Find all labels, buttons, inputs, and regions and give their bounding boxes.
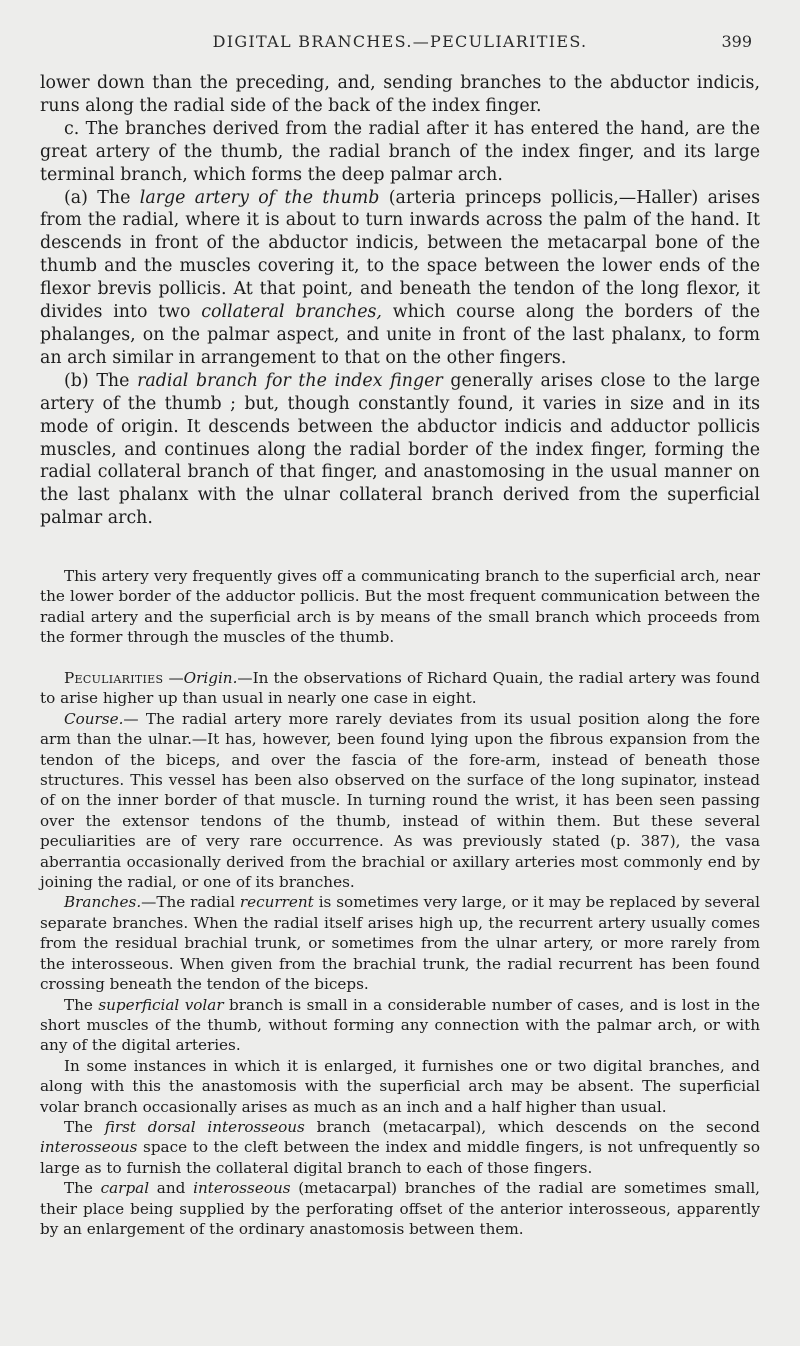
running-head — [40, 32, 760, 56]
section-heading: Peculiarities — [64, 669, 164, 687]
text-run: branch (metacarpal), which descends on the second — [304, 1117, 760, 1136]
text-run: is sometimes very large, or it may be replaced by several separate branches. When the radial itself arises high up, the recurrent artery usually comes from the residual brachial trunk, or sometimes from the ulnar artery, or more rarely from the interosseous. When given from the brachial trunk, the radial recurrent has been found crossing beneath the tendon of the biceps. — [40, 893, 760, 994]
paragraph-course — [40, 709, 760, 893]
paragraph-continued: lower down than the preceding, and, sending branches to the abductor indicis, runs along the radial side of the back of the index finger. — [40, 73, 760, 116]
term-large-artery-of-thumb: large artery of the thumb — [139, 187, 380, 208]
term-interosseous: interosseous — [40, 1138, 138, 1157]
paragraph-superficial-volar — [40, 995, 760, 1056]
text-run: (arteria princeps pollicis,—Haller) arises from the radial, where it is about to turn inwards across the palm of the hand. It descends in front of the abductor indicis, between the metacarpal bone of the thumb and the muscles covering it, to the space between the lower ends of the flexor brevis pollicis. At that point, and beneath the tendon of the long flexor, it divides into two — [40, 187, 760, 323]
paragraph-branches-from-radial: c. The branches derived from the radial after it has entered the hand, are the great artery of the thumb, the radial branch of the index finger, and its large terminal branch, which forms the deep palmar arch. — [40, 118, 760, 185]
term-recurrent: recurrent — [239, 893, 314, 912]
text-run: The — [64, 995, 99, 1014]
label-origin: Origin. — [183, 669, 238, 687]
paragraph-branches — [40, 892, 760, 994]
text-run: branch is small in a considerable number of cases, and is lost in the short muscles of the thumb, without forming any connection with the palmar arch, or with any of the digital arteries. — [40, 995, 760, 1055]
page-number: 399 — [721, 32, 752, 51]
small-note — [40, 566, 760, 647]
text-run: (b) The — [64, 370, 138, 391]
paragraph-radial-branch-index — [40, 370, 760, 530]
text-run: — The radial artery more rarely deviates from its usual position along the fore arm than the ulnar.—It has, however, been found lying upon the fibrous expansion from the tendon of the biceps, and over the fascia of the fore-arm, instead of beneath those structures. This vessel has been also observed on the surface of the long supinator, instead of on the inner border of that muscle. In turning round the wrist, it has been seen passing over the extensor tendons of the thumb, instead of within them. But these several peculiarities are of very rare occurrence. As was previously stated (p. 387), the vasa aberrantia occasionally derived from the brachial or axillary arteries most commonly end by joining the radial, or one of its branches. — [40, 709, 760, 892]
text-run: which course along the borders of the phalanges, on the palmar aspect, and unite in front of the last phalanx, to form an arch similar in arrangement to that on the other fingers. — [40, 302, 760, 368]
term-superficial-volar: superficial volar — [98, 995, 224, 1014]
text-run: —The radial — [141, 893, 240, 912]
text-run: The — [64, 1179, 101, 1198]
text-run: and — [149, 1179, 194, 1198]
running-title: DIGITAL BRANCHES.—PECULIARITIES. — [212, 32, 588, 51]
label-branches: Branches. — [64, 893, 142, 912]
term-collateral-branches: collateral branches, — [201, 302, 382, 323]
label-course: Course. — [64, 709, 124, 728]
term-radial-branch-index-finger: radial branch for the index finger — [137, 370, 443, 391]
note-communicating-branch: This artery very frequently gives off a communicating branch to the superficial arch, near the lower border of the adductor pollicis. But the most frequent communication between the radial artery and the superficial arch is by means of the small branch which proceeds from the former through the muscles of the thumb. — [40, 567, 760, 646]
paragraph-carpal — [40, 1178, 760, 1239]
term-interosseous-2: interosseous — [193, 1179, 291, 1198]
term-carpal: carpal — [100, 1179, 150, 1198]
paragraph-origin: Peculiarities —Origin.—In the observations of Richard Quain, the radial artery was found to arise higher up than usual in nearly one case in eight. — [40, 669, 760, 708]
text-run: generally arises close to the large artery of the thumb ; but, though constantly found, it varies in size and in its mode of origin. It descends between the abductor indicis and adductor pollicis muscles, and continues along the radial border of the index finger, forming the radial collateral branch of that finger, and anastomosing in the usual manner on the last phalanx with the ulnar collateral branch derived from the superficial palmar arch. — [40, 370, 760, 529]
paragraph-enlarged-instances: In some instances in which it is enlarged, it furnishes one or two digital branches, and along with this the anastomosis with the superficial arch may be absent. The superficial volar branch occasionally arises as much as an inch and a half higher than usual. — [40, 1056, 760, 1116]
paragraph-first-dorsal — [40, 1117, 760, 1178]
peculiarities-section — [40, 668, 760, 1239]
text-run: The — [64, 1117, 105, 1136]
text-run: (metacarpal) branches of the radial are sometimes small, their place being supplied by the perforating offset of the anterior interosseous, apparently by an enlargement of the ordinary anastomosis between them. — [40, 1179, 761, 1238]
text-run: —In the observations of Richard Quain, the radial artery was found to arise higher up than usual in nearly one case in eight. — [40, 669, 760, 708]
text-run: space to the cleft between the index and middle fingers, is not unfrequently so large as to furnish the collateral digital branch to each of those fingers. — [40, 1138, 760, 1177]
text-run: (a) The — [64, 187, 140, 208]
main-text — [40, 72, 760, 530]
term-first-dorsal-interosseous: first dorsal interosseous — [104, 1117, 305, 1136]
paragraph-artery-of-thumb — [40, 187, 760, 370]
